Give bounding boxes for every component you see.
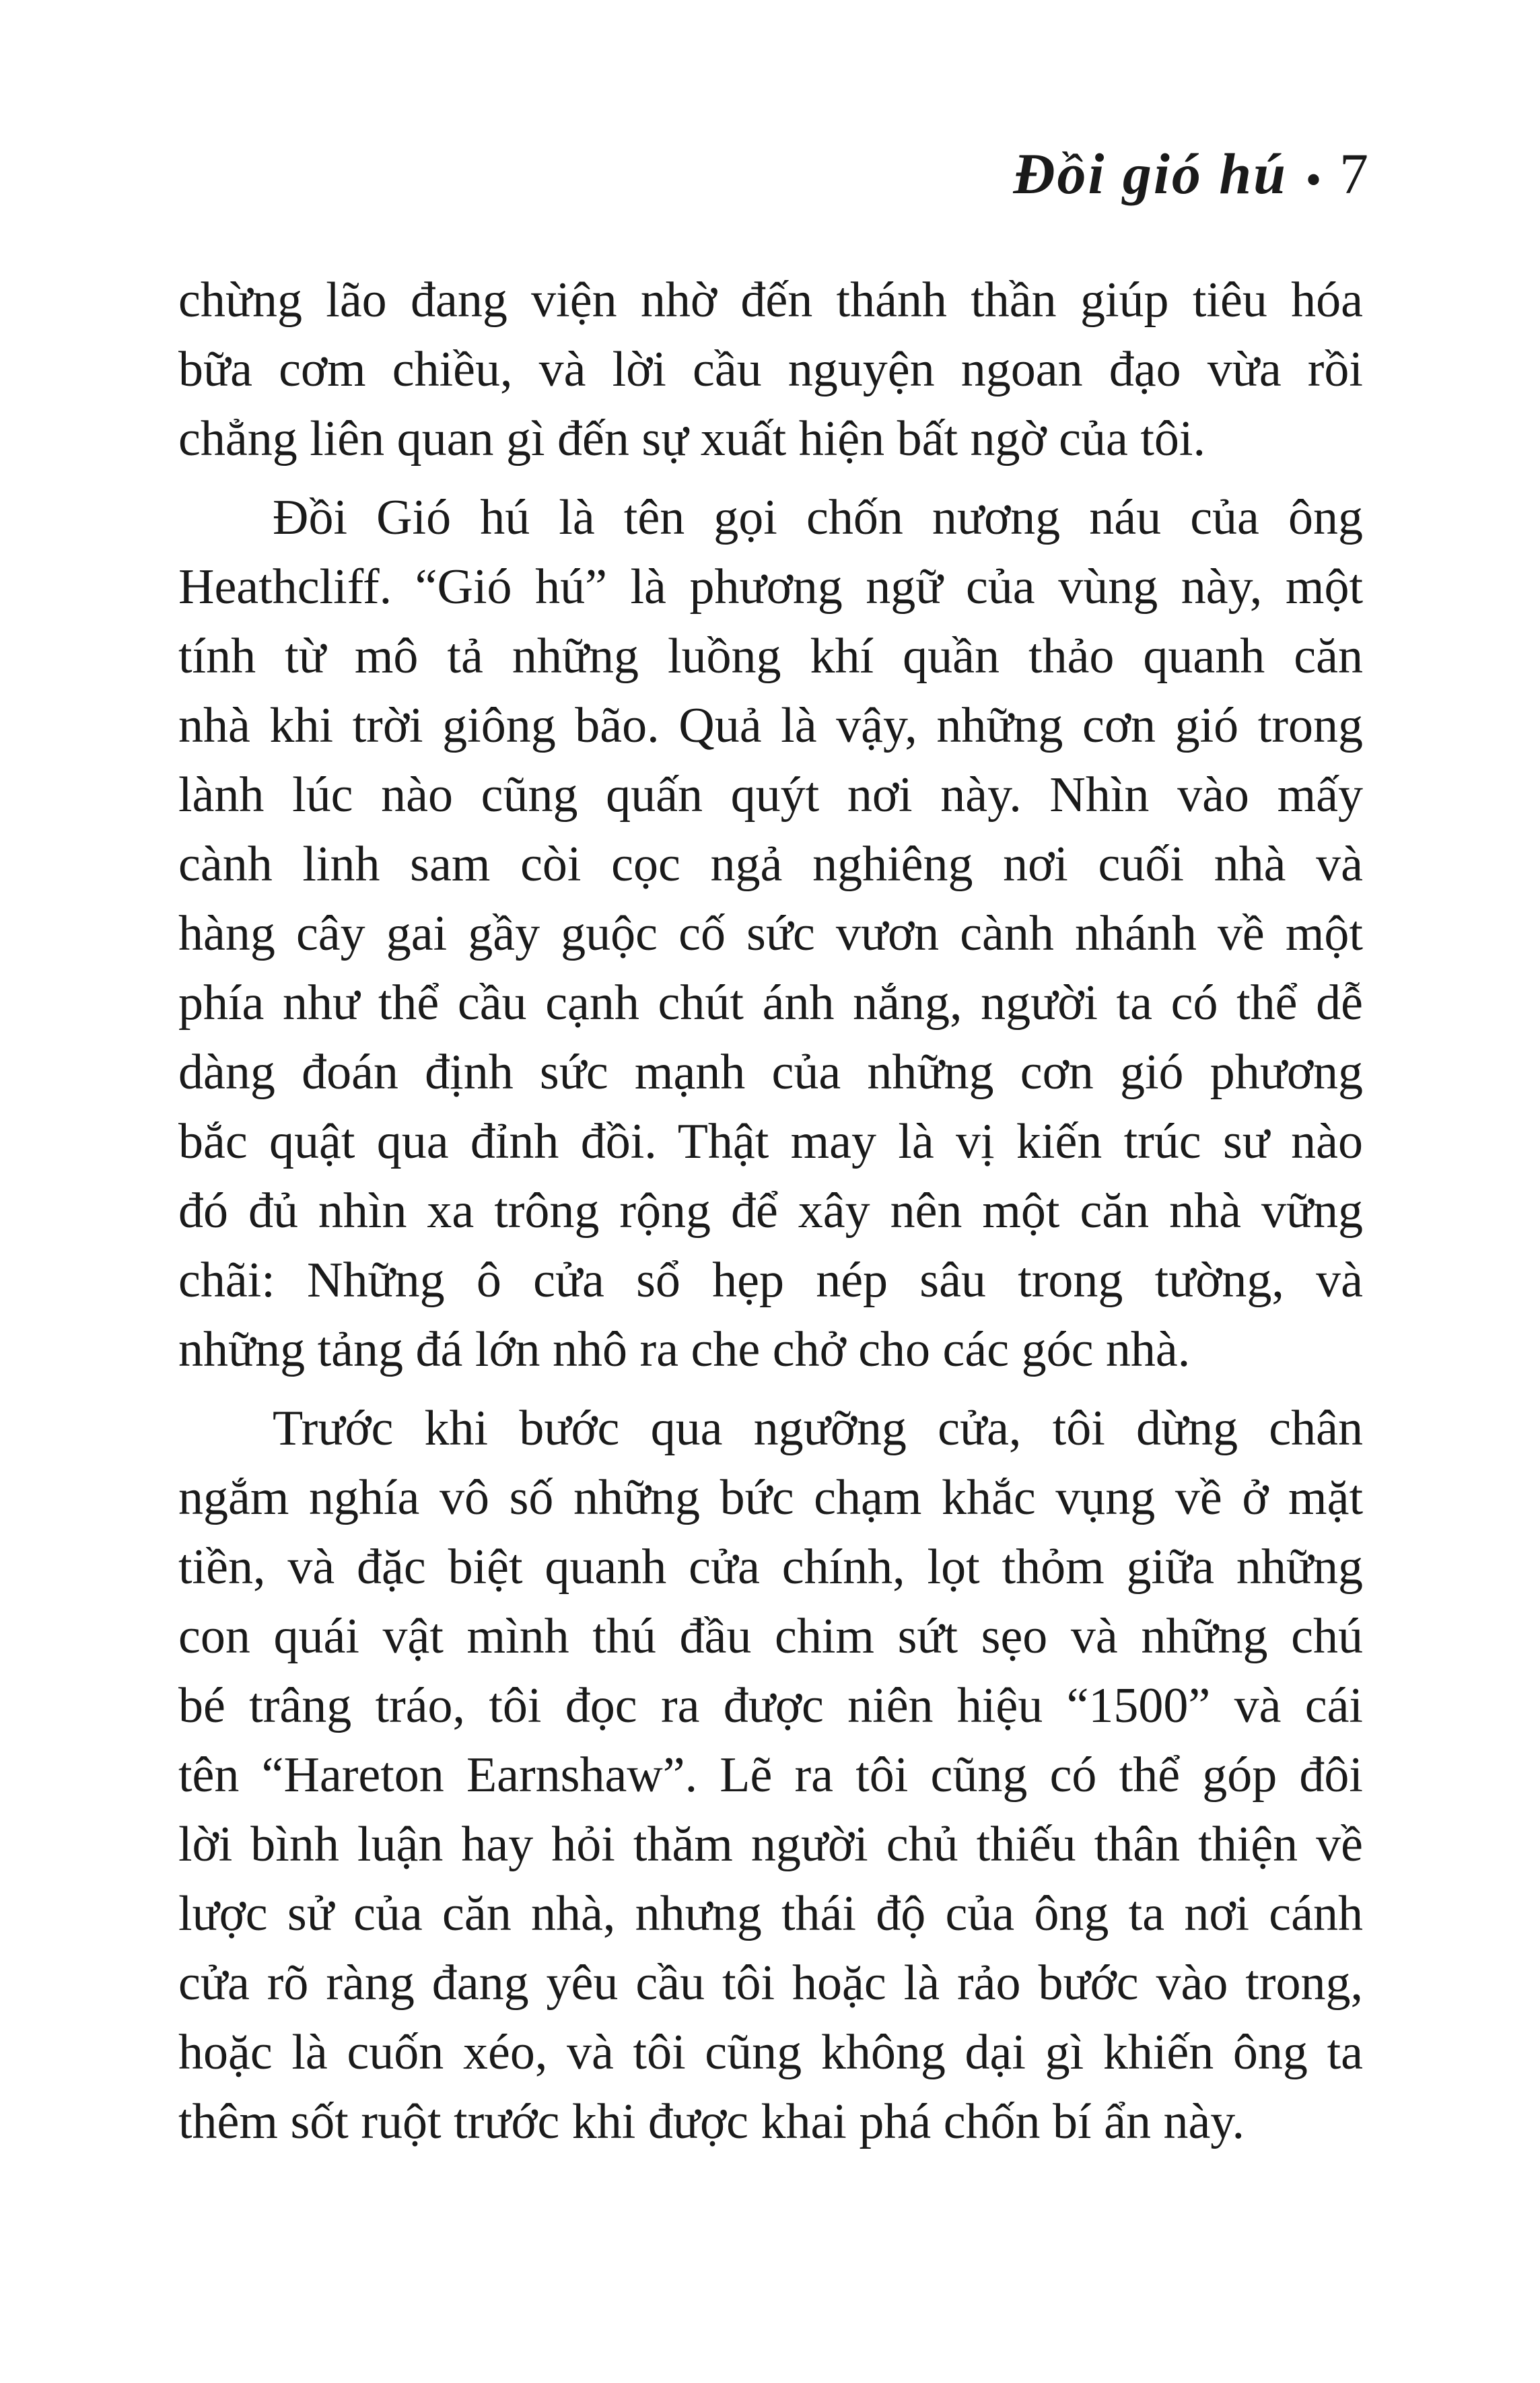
text-line: lời bình luận hay hỏi thăm người chủ thiếu thân thiện về <box>178 1817 1363 1872</box>
separator-bullet: • <box>1306 158 1321 202</box>
running-title: Đồi gió hú <box>1013 141 1288 206</box>
text-line: hoặc là cuốn xéo, và tôi cũng không dại gì khiến ông ta <box>178 2025 1363 2080</box>
text-line: Đồi Gió hú là tên gọi chốn nương náu của ông <box>273 490 1363 545</box>
text-line: tiền, và đặc biệt quanh cửa chính, lọt thỏm giữa những <box>178 1540 1363 1595</box>
text-line: lược sử của căn nhà, nhưng thái độ của ông ta nơi cánh <box>178 1886 1363 1941</box>
text-line: thêm sốt ruột trước khi được khai phá chốn bí ẩn này. <box>178 2094 1245 2149</box>
text-line: những tảng đá lớn nhô ra che chở cho các góc nhà. <box>178 1322 1191 1377</box>
text-line: nhà khi trời giông bão. Quả là vậy, những cơn gió trong <box>178 698 1363 753</box>
running-header <box>1013 141 1368 206</box>
text-line: Trước khi bước qua ngưỡng cửa, tôi dừng chân <box>273 1401 1363 1456</box>
text-line: con quái vật mình thú đầu chim sứt sẹo và những chú <box>178 1609 1363 1664</box>
text-line: hàng cây gai gầy guộc cố sức vươn cành nhánh về một <box>178 906 1363 961</box>
text-line: ngắm nghía vô số những bức chạm khắc vụng về ở mặt <box>178 1470 1363 1525</box>
text-line: chừng lão đang viện nhờ đến thánh thần giúp tiêu hóa <box>178 273 1363 328</box>
text-line: tính từ mô tả những luồng khí quần thảo quanh căn <box>178 629 1363 684</box>
text-line: lành lúc nào cũng quấn quýt nơi này. Nhìn vào mấy <box>178 767 1363 823</box>
page-number: 7 <box>1339 141 1368 206</box>
text-line: cành linh sam còi cọc ngả nghiêng nơi cuối nhà và <box>178 837 1363 892</box>
text-line: bữa cơm chiều, và lời cầu nguyện ngoan đạo vừa rồi <box>178 342 1363 397</box>
text-line: Heathcliff. “Gió hú” là phương ngữ của vùng này, một <box>178 559 1363 615</box>
text-line: cửa rõ ràng đang yêu cầu tôi hoặc là rảo bước vào trong, <box>178 1956 1363 2011</box>
paragraph-1 <box>178 266 1363 474</box>
text-line: phía như thể cầu cạnh chút ánh nắng, người ta có thể dễ <box>178 975 1363 1031</box>
text-line: đó đủ nhìn xa trông rộng để xây nên một căn nhà vững <box>178 1183 1363 1239</box>
text-line: tên “Hareton Earnshaw”. Lẽ ra tôi cũng có thể góp đôi <box>178 1748 1363 1803</box>
body-text <box>178 266 1363 2166</box>
paragraph-2 <box>178 483 1363 1385</box>
text-line: dàng đoán định sức mạnh của những cơn gió phương <box>178 1045 1363 1100</box>
paragraph-3 <box>178 1394 1363 2157</box>
text-line: chẳng liên quan gì đến sự xuất hiện bất ngờ của tôi. <box>178 411 1205 467</box>
text-line: chãi: Những ô cửa sổ hẹp nép sâu trong tường, và <box>178 1253 1363 1308</box>
text-line: bắc quật qua đỉnh đồi. Thật may là vị kiến trúc sư nào <box>178 1114 1363 1169</box>
text-line: bé trâng tráo, tôi đọc ra được niên hiệu “1500” và cái <box>178 1678 1363 1733</box>
